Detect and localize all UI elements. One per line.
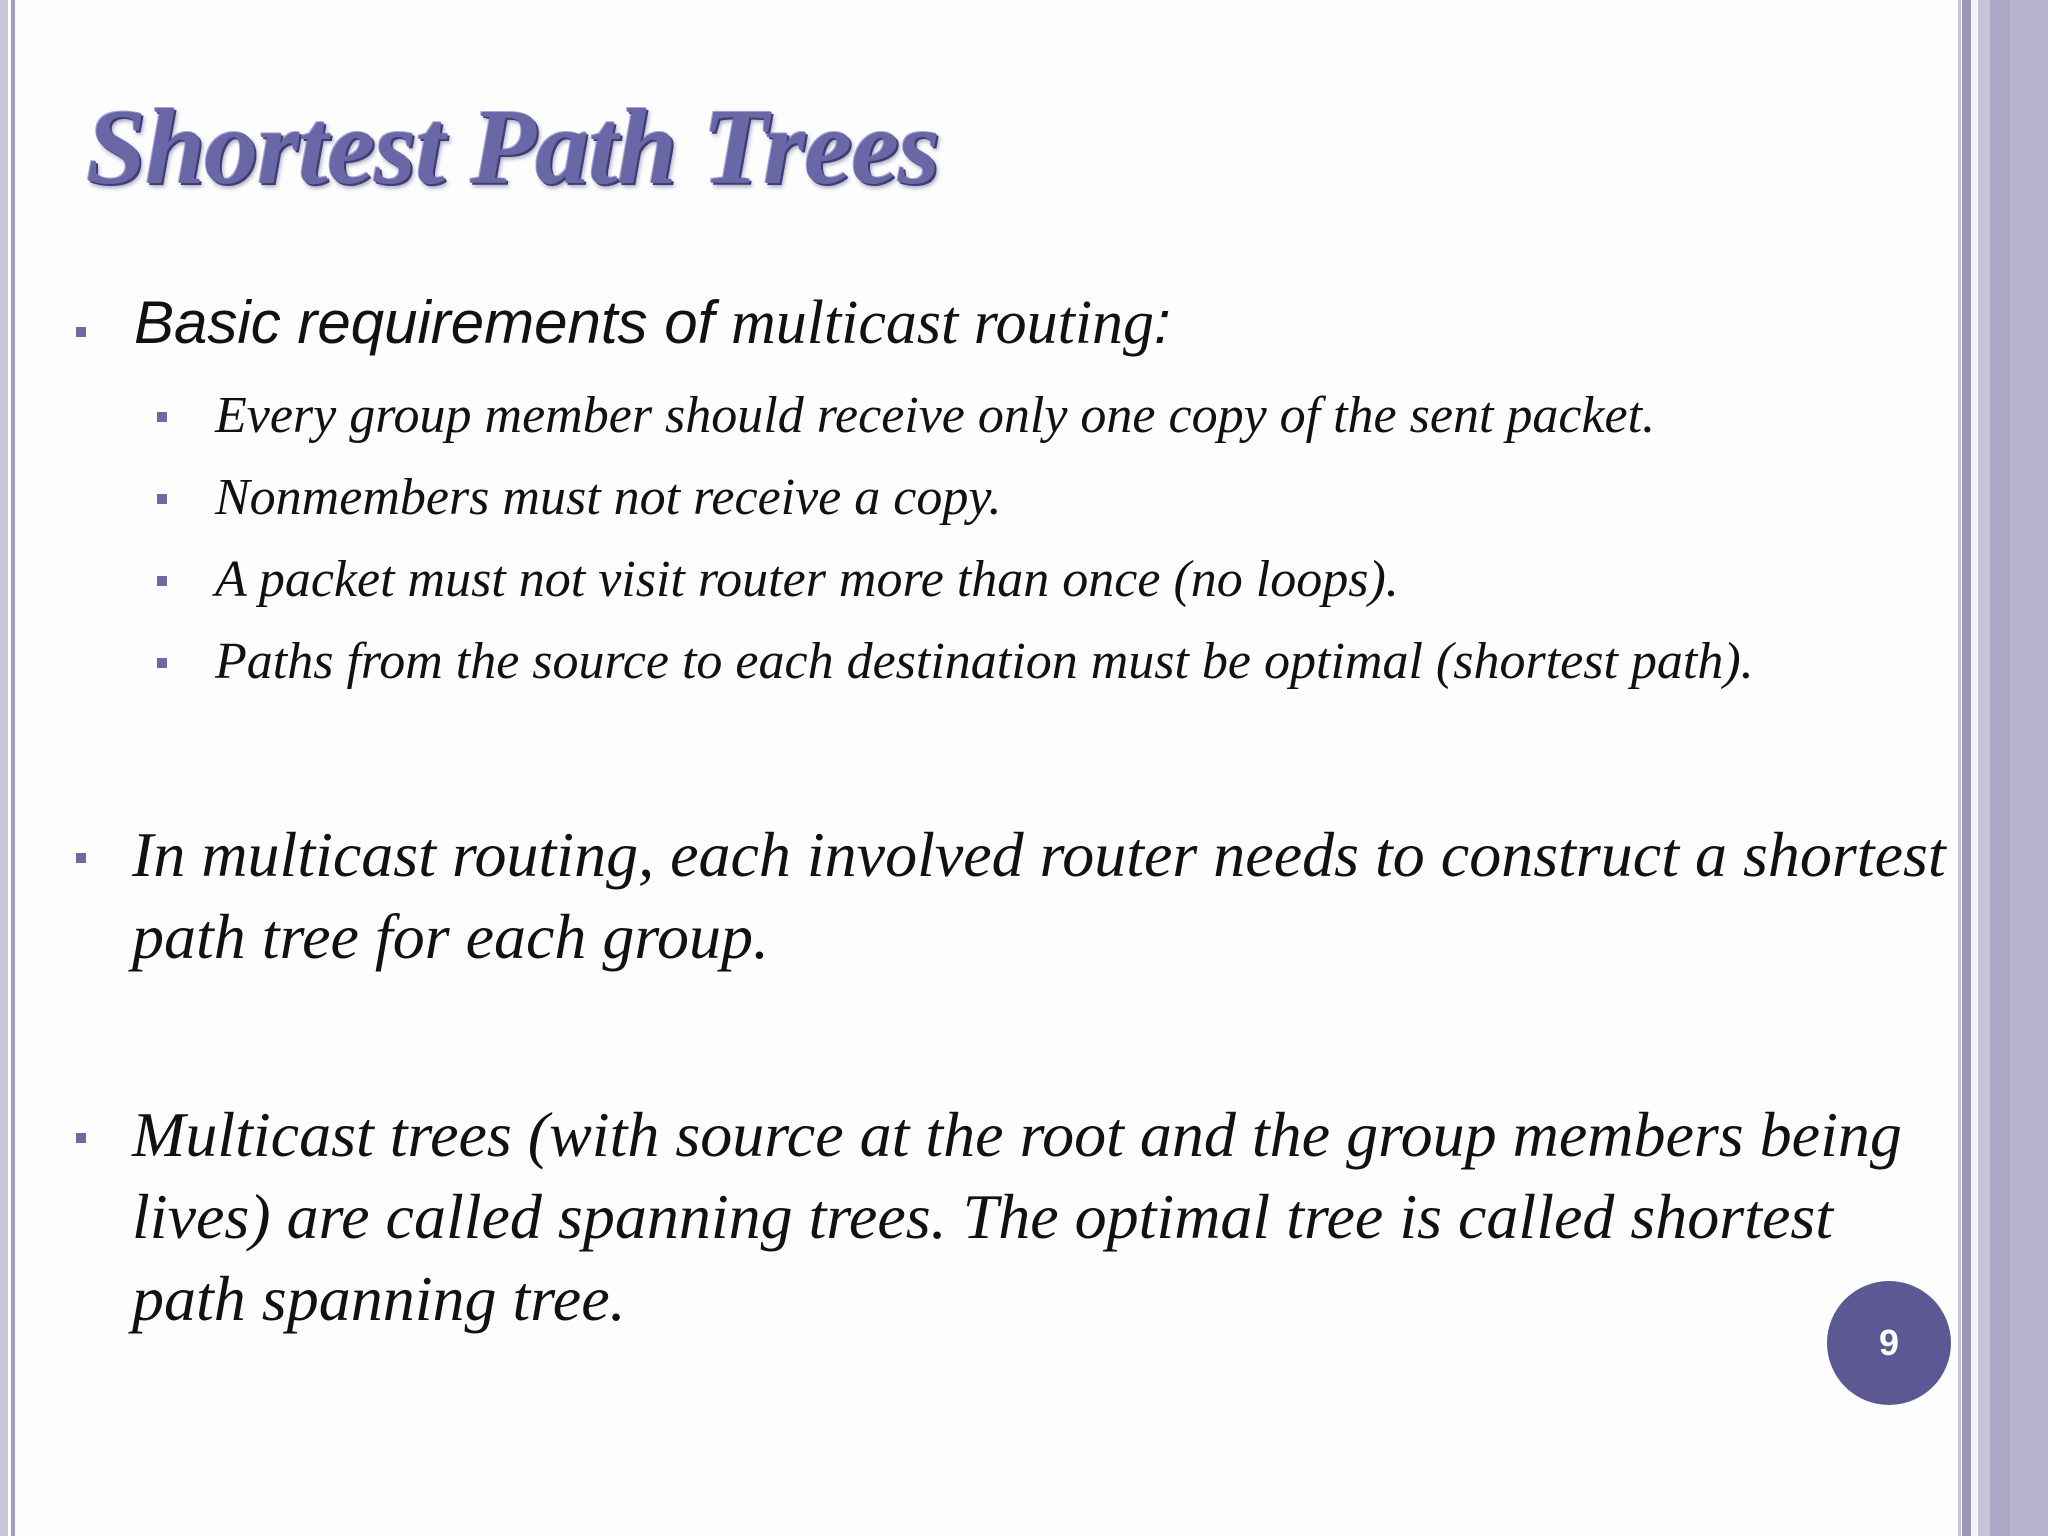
bullet-text: In multicast routing, each involved router needs to construct a shortest path tree for each group. [132, 819, 1946, 972]
page-number-badge: 9 [1827, 1281, 1951, 1405]
right-border-band [1990, 0, 2010, 1536]
left-border-stripe [0, 0, 8, 1536]
sub-bullet-marker [157, 576, 167, 586]
right-border-band [1962, 0, 1971, 1536]
sub-bullet-marker [157, 412, 167, 422]
left-border-line [11, 0, 15, 1536]
bullet-marker [76, 327, 86, 337]
bullet-marker [76, 1133, 86, 1143]
bullet-text: Multicast trees (with source at the root and the group members being lives) are called spanning trees. The optimal tree is called shortest path spanning tree. [132, 1099, 1902, 1334]
bullet-text-part: Basic requirements of [134, 289, 731, 356]
bullet-text-part: : [1154, 289, 1171, 356]
sub-bullet-text: Nonmembers must not receive a copy. [215, 469, 1002, 526]
bullet-text-part: multicast routing [730, 289, 1155, 357]
slide-title: Shortest Path Trees [86, 88, 940, 207]
bullet-text [134, 288, 1171, 359]
sub-bullet-marker [157, 658, 167, 668]
bullet-marker [76, 853, 86, 863]
right-border-gap [1971, 0, 1977, 1536]
sub-bullet-text: A packet must not visit router more than once (no loops). [215, 551, 1399, 608]
sub-bullet-marker [157, 494, 167, 504]
right-border-line [1958, 0, 1961, 1536]
sub-bullet-text: Paths from the source to each destination must be optimal (shortest path). [215, 633, 1754, 690]
right-border-band [1978, 0, 1990, 1536]
sub-bullet-text: Every group member should receive only one copy of the sent packet. [215, 387, 1656, 444]
right-border-band [2010, 0, 2048, 1536]
